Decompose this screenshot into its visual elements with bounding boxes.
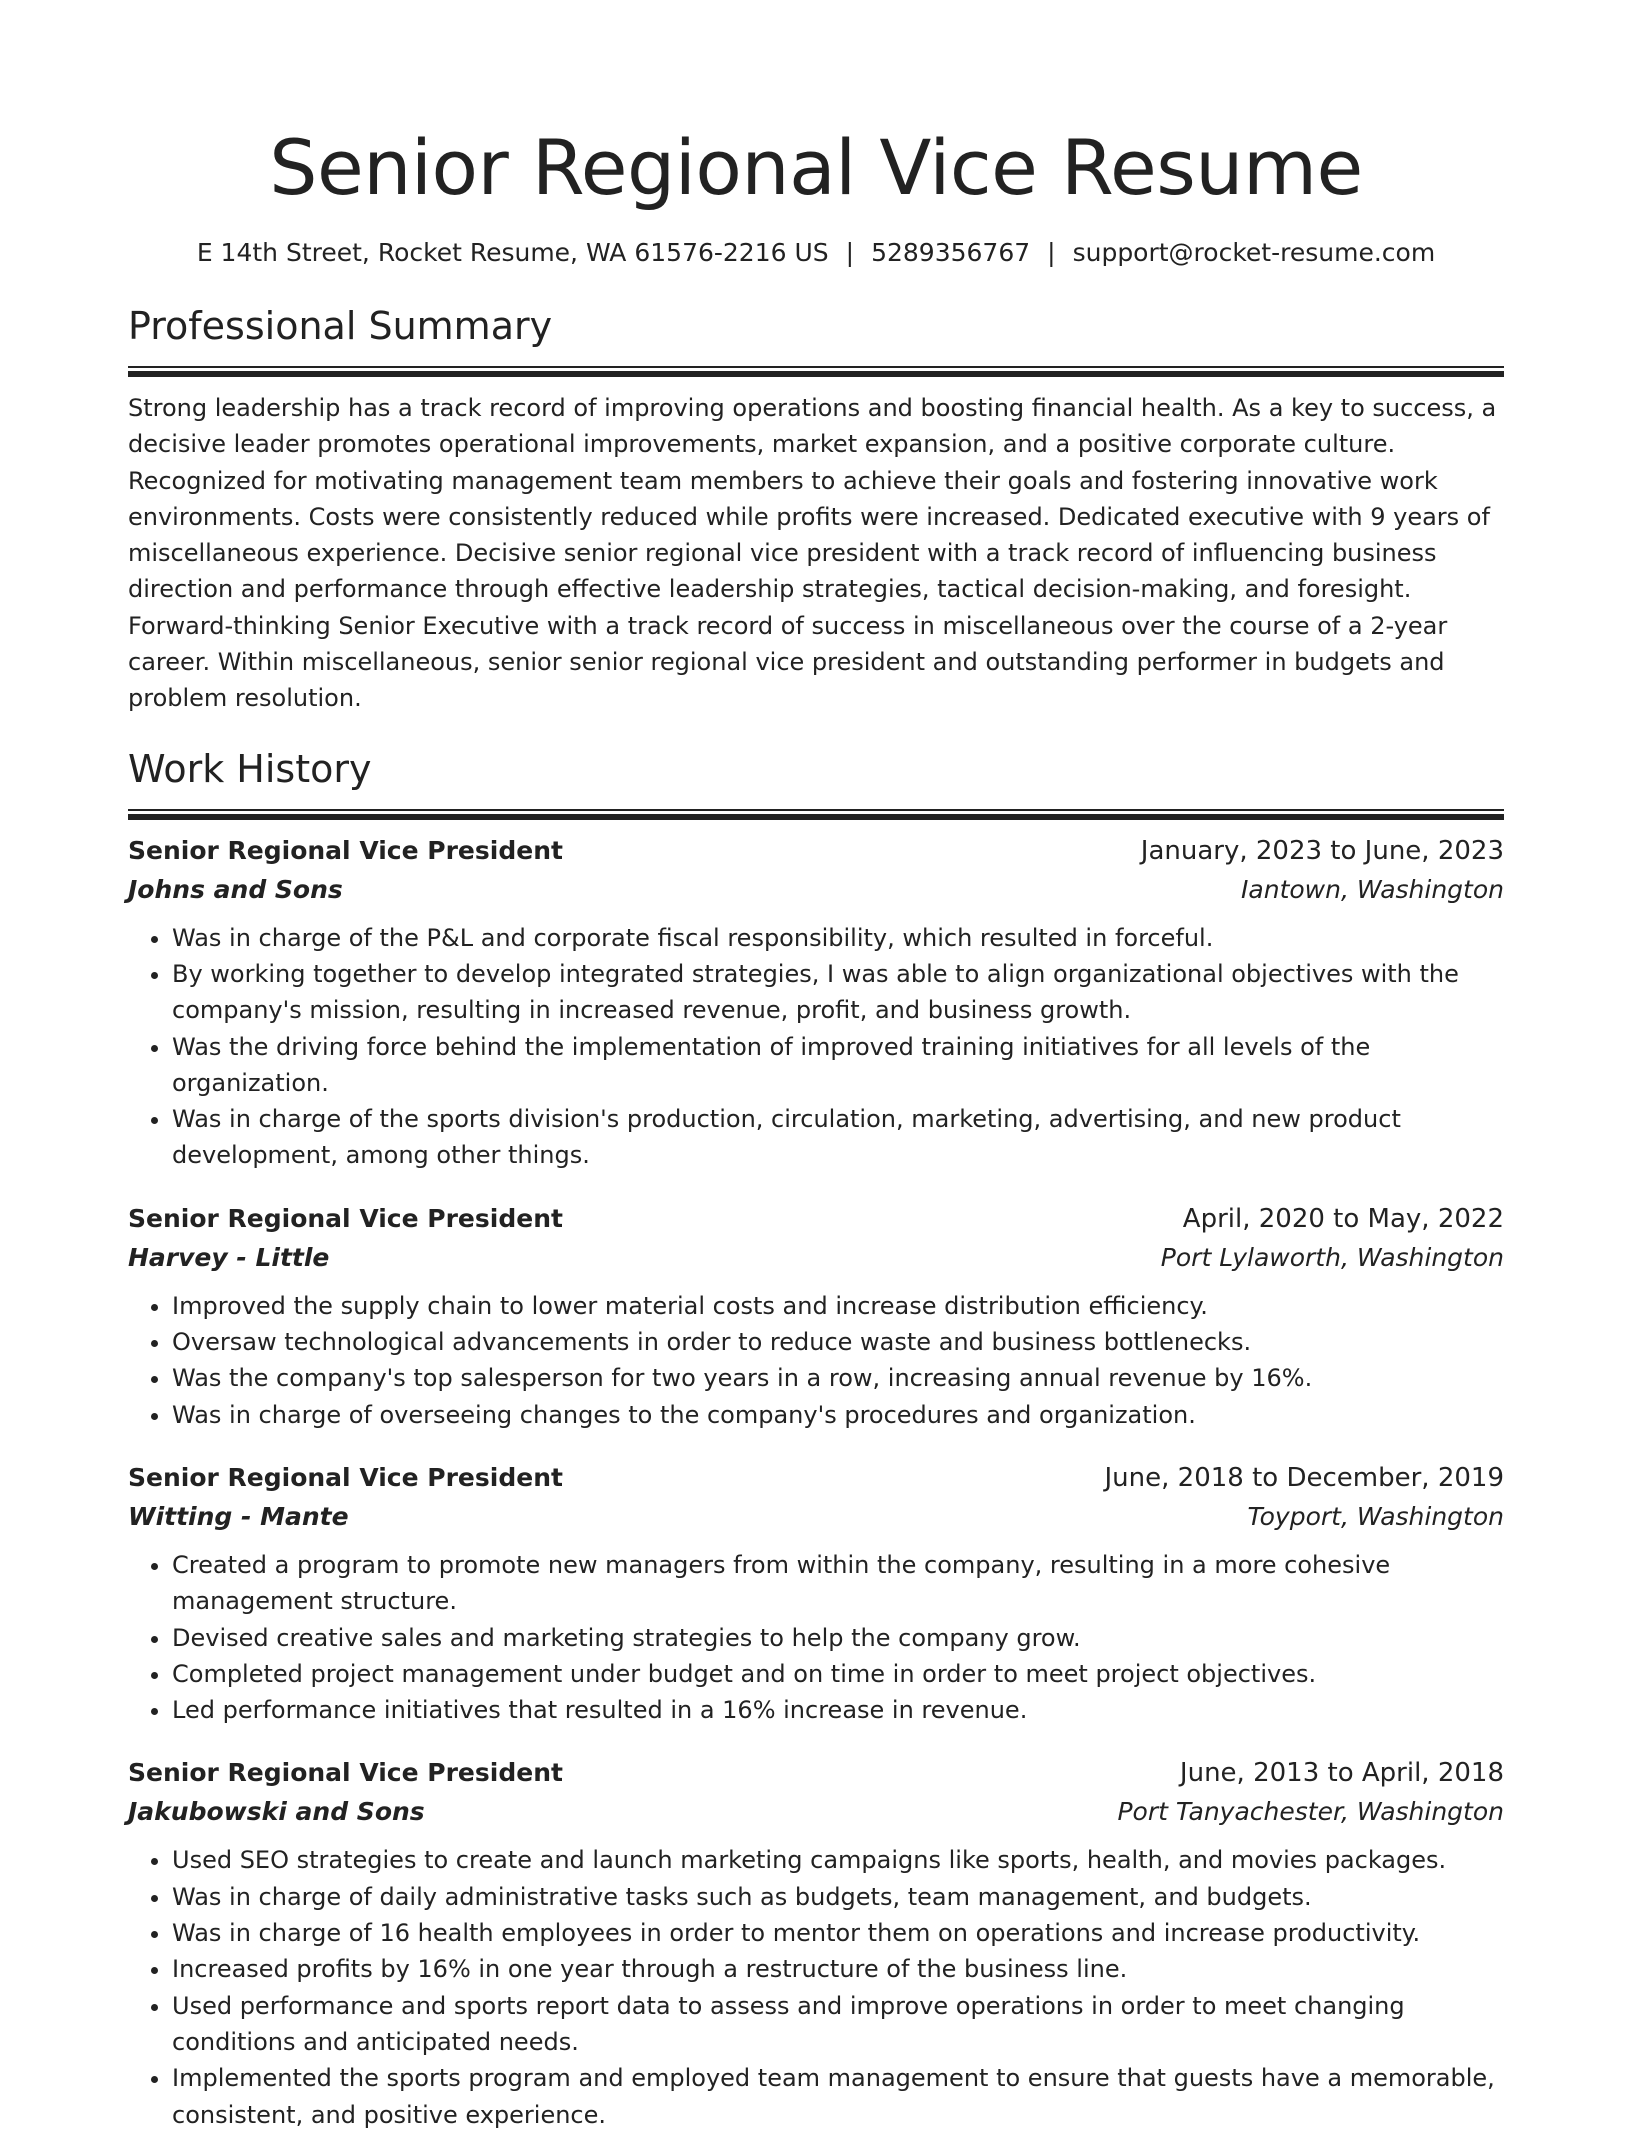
job-title: Senior Regional Vice President: [128, 835, 563, 865]
job-company: Witting - Mante: [128, 1501, 349, 1531]
job-dates: January, 2023 to June, 2023: [1140, 835, 1504, 866]
resume-title: Senior Regional Vice Resume: [269, 123, 1363, 212]
job-bullet: • Was in charge of the sports division's production, circulation, marketing, advertising, and new product development, among other things.: [172, 1101, 1504, 1174]
job-title: Senior Regional Vice President: [128, 1203, 563, 1233]
contact-separator: |: [1047, 238, 1056, 267]
job-bullet: • Increased profits by 16% in one year through a restructure of the business line.: [172, 1951, 1504, 1987]
job-title: Senior Regional Vice President: [128, 1758, 563, 1788]
section-heading-work-history: Work History: [128, 746, 372, 791]
job-bullet: • By working together to develop integrated strategies, I was able to align organizational objectives with the company's mission, resulting in increased revenue, profit, and business growth.: [172, 956, 1504, 1029]
job-company: Jakubowski and Sons: [128, 1797, 425, 1827]
job-bullet: • Implemented the sports program and employed team management to ensure that guests have a memorable, consistent, and positive experience.: [172, 2060, 1504, 2133]
job-location: Iantown, Washington: [1241, 874, 1504, 904]
job-bullet: • Oversaw technological advancements in order to reduce waste and business bottlenecks.: [172, 1324, 1504, 1360]
section-heading-summary: Professional Summary: [128, 304, 553, 348]
job-header-row: [128, 832, 1504, 870]
section-divider: [128, 809, 1504, 820]
professional-summary-section: [128, 302, 1504, 717]
job-bullet: • Devised creative sales and marketing strategies to help the company grow.: [172, 1620, 1504, 1656]
job-bullet: • Completed project management under budget and on time in order to meet project objectives.: [172, 1656, 1504, 1692]
job-company: Johns and Sons: [128, 874, 343, 904]
job-bullet: • Improved the supply chain to lower material costs and increase distribution efficiency.: [172, 1288, 1504, 1324]
job-dates: June, 2013 to April, 2018: [1179, 1758, 1504, 1789]
job-company-row: [128, 1792, 1504, 1832]
job-header-row: [128, 1754, 1504, 1792]
job-header-row: [128, 1200, 1504, 1238]
job-bullet: • Was the company's top salesperson for two years in a row, increasing annual revenue by 16%.: [172, 1360, 1504, 1396]
contact-separator: |: [845, 238, 855, 267]
job-bullet-list: [128, 1288, 1504, 1433]
job-company-row: [128, 870, 1504, 910]
job-entry: [128, 1459, 1504, 1728]
job-bullet: • Was in charge of 16 health employees in order to mentor them on operations and increase productivity.: [172, 1915, 1504, 1951]
job-bullet: • Was the driving force behind the implementation of improved training initiatives for all levels of the organization.: [172, 1029, 1504, 1102]
job-company-row: [128, 1497, 1504, 1537]
summary-text: Strong leadership has a track record of improving operations and boosting financial health. As a key to success, a decisive leader promotes operational improvements, market expansion, and a positive corporate culture. Recognized for motivating management team members to achieve their goals and fostering innovative work environments. Costs were consistently reduced while profits were increased. Dedicated executive with 9 years of miscellaneous experience. Decisive senior regional vice president with a track record of influencing business direction and performance through effective leadership strategies, tactical decision-making, and foresight. Forward-thinking Senior Executive with a track record of success in miscellaneous over the course of a 2-year career. Within miscellaneous, senior senior regional vice president and outstanding performer in budgets and problem resolution.: [128, 394, 1497, 713]
contact-address: E 14th Street, Rocket Resume, WA 61576-2216 US: [196, 238, 829, 267]
job-title: Senior Regional Vice President: [128, 1462, 563, 1492]
job-entry: [128, 1200, 1504, 1433]
job-bullet-list: [128, 1842, 1504, 2132]
section-divider: [128, 366, 1504, 377]
job-entry: [128, 832, 1504, 1174]
job-header-row: [128, 1459, 1504, 1497]
job-bullet: • Was in charge of the P&L and corporate fiscal responsibility, which resulted in forceful.: [172, 920, 1504, 956]
contact-phone: 5289356767: [871, 238, 1031, 267]
job-bullet: • Was in charge of overseeing changes to the company's procedures and organization.: [172, 1397, 1504, 1433]
job-list: [128, 832, 1504, 2133]
contact-email: support@rocket-resume.com: [1072, 238, 1436, 267]
job-company-row: [128, 1238, 1504, 1278]
job-company: Harvey - Little: [128, 1242, 330, 1272]
contact-line: [128, 236, 1504, 270]
job-location: Port Tanyachester, Washington: [1117, 1797, 1504, 1827]
job-location: Port Lylaworth, Washington: [1160, 1242, 1504, 1272]
job-bullet-list: [128, 1547, 1504, 1728]
job-bullet: • Led performance initiatives that resulted in a 16% increase in revenue.: [172, 1692, 1504, 1728]
work-history-section: [128, 745, 1504, 2133]
job-bullet: • Used performance and sports report data to assess and improve operations in order to meet changing conditions and anticipated needs.: [172, 1988, 1504, 2061]
job-bullet-list: [128, 920, 1504, 1174]
job-bullet: • Used SEO strategies to create and launch marketing campaigns like sports, health, and movies packages.: [172, 1842, 1504, 1878]
job-bullet: • Was in charge of daily administrative tasks such as budgets, team management, and budgets.: [172, 1879, 1504, 1915]
job-entry: [128, 1754, 1504, 2132]
job-dates: April, 2020 to May, 2022: [1182, 1203, 1504, 1234]
job-location: Toyport, Washington: [1247, 1501, 1504, 1531]
job-dates: June, 2018 to December, 2019: [1104, 1462, 1504, 1493]
job-bullet: • Created a program to promote new managers from within the company, resulting in a more cohesive management structure.: [172, 1547, 1504, 1620]
